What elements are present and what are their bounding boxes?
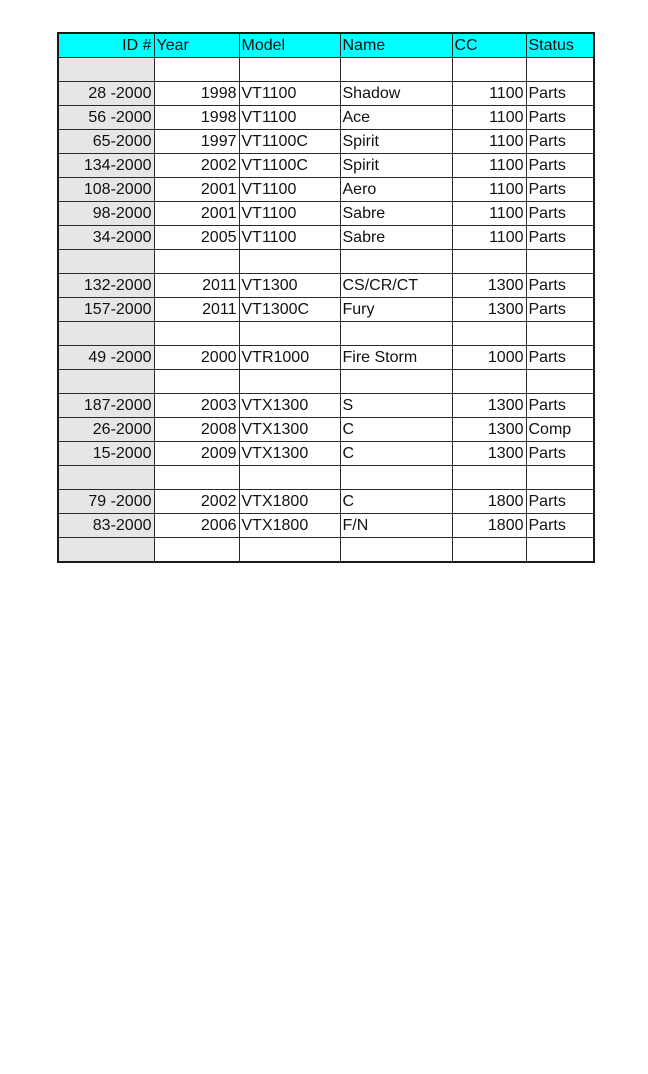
cell-id: 157-2000 — [58, 298, 154, 322]
table-row — [58, 130, 594, 154]
table-row — [58, 226, 594, 250]
cell-status: Parts — [526, 106, 594, 130]
cell-year: 2009 — [154, 442, 239, 466]
cell-name: Fury — [340, 298, 452, 322]
cell-status: Parts — [526, 178, 594, 202]
table-row — [58, 178, 594, 202]
cell-id-empty — [58, 466, 154, 490]
cell-year: 2001 — [154, 202, 239, 226]
cell-model: VT1100C — [239, 154, 340, 178]
cell-name: Spirit — [340, 154, 452, 178]
cell-model: VT1100 — [239, 178, 340, 202]
cell-id: 65-2000 — [58, 130, 154, 154]
cell-model-empty — [239, 322, 340, 346]
table-row — [58, 202, 594, 226]
cell-cc: 1800 — [452, 490, 526, 514]
cell-id: 132-2000 — [58, 274, 154, 298]
blank-row — [58, 466, 594, 490]
cell-status: Parts — [526, 514, 594, 538]
cell-year-empty — [154, 322, 239, 346]
cell-name-empty — [340, 538, 452, 563]
cell-model-empty — [239, 58, 340, 82]
cell-id: 187-2000 — [58, 394, 154, 418]
cell-status: Parts — [526, 298, 594, 322]
cell-year: 2005 — [154, 226, 239, 250]
cell-model-empty — [239, 538, 340, 563]
cell-cc: 1100 — [452, 82, 526, 106]
cell-id-empty — [58, 538, 154, 563]
cell-id: 83-2000 — [58, 514, 154, 538]
cell-model: VT1100 — [239, 82, 340, 106]
cell-cc: 1300 — [452, 274, 526, 298]
cell-name: Aero — [340, 178, 452, 202]
cell-year: 2002 — [154, 154, 239, 178]
cell-status: Comp — [526, 418, 594, 442]
cell-id: 15-2000 — [58, 442, 154, 466]
cell-name: Ace — [340, 106, 452, 130]
cell-name-empty — [340, 370, 452, 394]
header-row — [58, 33, 594, 58]
cell-model: VTX1300 — [239, 442, 340, 466]
cell-year-empty — [154, 250, 239, 274]
cell-id-empty — [58, 322, 154, 346]
blank-row — [58, 250, 594, 274]
blank-row — [58, 370, 594, 394]
cell-id: 56 -2000 — [58, 106, 154, 130]
cell-year-empty — [154, 58, 239, 82]
table-row — [58, 346, 594, 370]
cell-status: Parts — [526, 274, 594, 298]
header-cc: CC — [452, 33, 526, 58]
cell-status: Parts — [526, 226, 594, 250]
cell-cc: 1000 — [452, 346, 526, 370]
header-name: Name — [340, 33, 452, 58]
cell-id: 34-2000 — [58, 226, 154, 250]
cell-status: Parts — [526, 490, 594, 514]
table-row — [58, 82, 594, 106]
cell-status: Parts — [526, 394, 594, 418]
cell-model: VT1100 — [239, 202, 340, 226]
cell-id-empty — [58, 58, 154, 82]
cell-cc: 1100 — [452, 178, 526, 202]
cell-year: 2011 — [154, 298, 239, 322]
cell-year: 1998 — [154, 106, 239, 130]
inventory-table — [57, 32, 595, 563]
cell-name-empty — [340, 58, 452, 82]
cell-name: C — [340, 490, 452, 514]
cell-cc: 1300 — [452, 298, 526, 322]
cell-year: 2001 — [154, 178, 239, 202]
cell-year-empty — [154, 538, 239, 563]
cell-cc: 1800 — [452, 514, 526, 538]
cell-cc-empty — [452, 322, 526, 346]
cell-cc-empty — [452, 538, 526, 563]
cell-year: 2003 — [154, 394, 239, 418]
cell-cc-empty — [452, 370, 526, 394]
cell-year: 2008 — [154, 418, 239, 442]
cell-status: Parts — [526, 442, 594, 466]
cell-id: 26-2000 — [58, 418, 154, 442]
cell-id: 28 -2000 — [58, 82, 154, 106]
cell-year-empty — [154, 466, 239, 490]
cell-cc-empty — [452, 466, 526, 490]
cell-status-empty — [526, 322, 594, 346]
cell-cc: 1100 — [452, 226, 526, 250]
cell-status: Parts — [526, 82, 594, 106]
cell-id: 49 -2000 — [58, 346, 154, 370]
cell-cc-empty — [452, 58, 526, 82]
cell-year: 2000 — [154, 346, 239, 370]
cell-status-empty — [526, 58, 594, 82]
table-row — [58, 514, 594, 538]
cell-model: VT1300 — [239, 274, 340, 298]
cell-year: 1997 — [154, 130, 239, 154]
cell-id-empty — [58, 250, 154, 274]
cell-name: Sabre — [340, 226, 452, 250]
cell-status: Parts — [526, 202, 594, 226]
cell-id: 108-2000 — [58, 178, 154, 202]
cell-year: 2002 — [154, 490, 239, 514]
cell-year: 2011 — [154, 274, 239, 298]
cell-cc: 1300 — [452, 394, 526, 418]
cell-id: 79 -2000 — [58, 490, 154, 514]
cell-name: C — [340, 418, 452, 442]
cell-cc: 1100 — [452, 130, 526, 154]
header-id: ID # — [58, 33, 154, 58]
table-row — [58, 154, 594, 178]
table-row — [58, 418, 594, 442]
cell-model: VT1100 — [239, 226, 340, 250]
cell-model: VTX1300 — [239, 418, 340, 442]
cell-status: Parts — [526, 130, 594, 154]
cell-cc-empty — [452, 250, 526, 274]
cell-name: Spirit — [340, 130, 452, 154]
cell-name-empty — [340, 250, 452, 274]
cell-id: 134-2000 — [58, 154, 154, 178]
cell-cc: 1300 — [452, 418, 526, 442]
cell-status-empty — [526, 250, 594, 274]
header-status: Status — [526, 33, 594, 58]
cell-name-empty — [340, 322, 452, 346]
cell-name: S — [340, 394, 452, 418]
table-row — [58, 394, 594, 418]
cell-name: Shadow — [340, 82, 452, 106]
cell-model: VTX1300 — [239, 394, 340, 418]
cell-name: Sabre — [340, 202, 452, 226]
table-row — [58, 442, 594, 466]
cell-year-empty — [154, 370, 239, 394]
cell-cc: 1100 — [452, 202, 526, 226]
blank-row — [58, 322, 594, 346]
cell-model-empty — [239, 250, 340, 274]
table-row — [58, 106, 594, 130]
cell-model: VT1100C — [239, 130, 340, 154]
cell-model-empty — [239, 466, 340, 490]
cell-name: CS/CR/CT — [340, 274, 452, 298]
cell-name: C — [340, 442, 452, 466]
cell-name: F/N — [340, 514, 452, 538]
cell-year: 2006 — [154, 514, 239, 538]
blank-row — [58, 538, 594, 563]
cell-status: Parts — [526, 346, 594, 370]
cell-name: Fire Storm — [340, 346, 452, 370]
cell-status: Parts — [526, 154, 594, 178]
cell-cc: 1100 — [452, 154, 526, 178]
table-row — [58, 298, 594, 322]
header-year: Year — [154, 33, 239, 58]
blank-row — [58, 58, 594, 82]
table-row — [58, 274, 594, 298]
cell-cc: 1300 — [452, 442, 526, 466]
cell-status-empty — [526, 370, 594, 394]
cell-model: VT1100 — [239, 106, 340, 130]
cell-status-empty — [526, 538, 594, 563]
cell-cc: 1100 — [452, 106, 526, 130]
cell-id-empty — [58, 370, 154, 394]
cell-model-empty — [239, 370, 340, 394]
cell-model: VT1300C — [239, 298, 340, 322]
table-row — [58, 490, 594, 514]
cell-name-empty — [340, 466, 452, 490]
cell-status-empty — [526, 466, 594, 490]
header-model: Model — [239, 33, 340, 58]
cell-model: VTR1000 — [239, 346, 340, 370]
cell-year: 1998 — [154, 82, 239, 106]
cell-model: VTX1800 — [239, 514, 340, 538]
cell-id: 98-2000 — [58, 202, 154, 226]
cell-model: VTX1800 — [239, 490, 340, 514]
